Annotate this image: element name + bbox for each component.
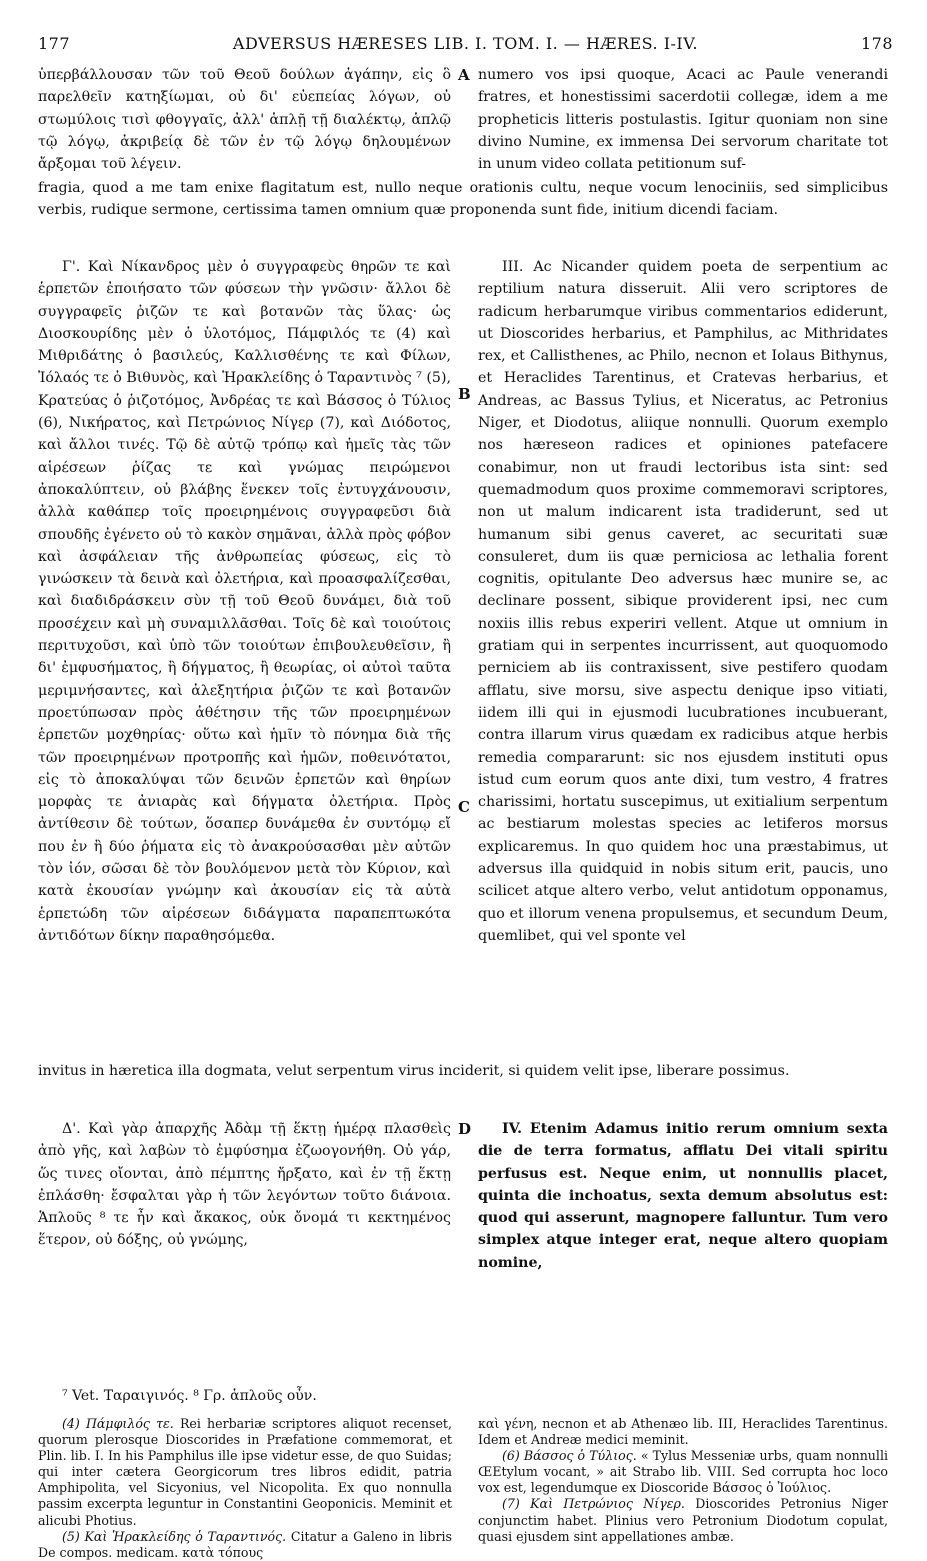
- page-number-left: 177: [38, 34, 71, 53]
- footnotes-left-column: [38, 1416, 452, 1561]
- footnote-4: [38, 1416, 452, 1529]
- footnote-7: [478, 1496, 888, 1544]
- page-number-right: 178: [860, 34, 893, 53]
- margin-marker-c: C: [458, 798, 470, 816]
- running-title: ADVERSUS HÆRESES LIB. I. TOM. I. — HÆRES. I-IV.: [232, 34, 699, 53]
- footnote-text: Citatur a Galeno in libris De compos. medicam. κατὰ τόπους: [38, 1528, 452, 1560]
- greek-column-section-4: [38, 1118, 451, 1252]
- latin-bridge-section-3: [38, 1060, 888, 1082]
- greek-paragraph-2-end: ὑπερβάλλουσαν τῶν τοῦ Θεοῦ δούλων ἀγάπην, εἰς ὃ παρελθεῖν κατηξίωμαι, οὐ δι' εὐεπείας λόγων, οὐ στωμύλοις τισὶ φθογγαῖς, ἀλλ' ἁπλῇ τῇ διαλέκτῳ, ἁπλῷ τῷ λόγῳ, ἀκριβείᾳ δὲ τῶν ἐν τῷ λόγῳ δηλουμένων ἄρξομαι τοῦ λέγειν.: [38, 67, 451, 173]
- bridge-paragraph-2: fragia, quod a me tam enixe flagitatum est, nullo neque orationis cultu, neque vocum lenociniis, sed simplicibus verbis, rudique sermone, certissima tamen omnium quæ proponenda sunt fide, initium dicendi faciam.: [38, 180, 888, 219]
- greek-paragraph-4: Δ'. Καὶ γὰρ ἀπαρχῆς Ἀδὰμ τῇ ἕκτῃ ἡμέρᾳ πλασθεὶς ἀπὸ γῆς, καὶ λαβὼν τὸ ἐμφύσημα ἐζωογονήθη. Οὐ γάρ, ὥς τινες οἴονται, ἀπὸ πέμπτης ἤρξατο, καὶ ἐν τῇ ἕκτῃ ἐπλάσθη· ἔσφαλται γὰρ ἡ τῶν λεγόντων τοῦτο διάνοια. Ἁπλοῦς ⁸ τε ἦν καὶ ἄκακος, οὐκ ὄνομά τι κεκτημένος ἕτερον, οὐ δόξης, οὐ γνώμης,: [38, 1121, 451, 1249]
- footnote-lemma: (7) Καὶ Πετρώνιος Νίγερ.: [502, 1496, 685, 1512]
- greek-paragraph-3: Γ'. Καὶ Νίκανδρος μὲν ὁ συγγραφεὺς θηρῶν τε καὶ ἑρπετῶν ἐποιήσατο τῶν φύσεων τὴν γνῶσιν· ἄλλοι δὲ συγγραφεῖς ῥιζῶν τε καὶ βοτανῶν τὰς ὕλας· ὡς Διοσκουρίδης μὲν ὁ ὑλοτόμος, Πάμφιλός τε (4) καὶ Μιθριδάτης ὁ βασιλεύς, Καλλισθένης τε καὶ Φίλων, Ἰόλαός τε ὁ Βιθυνὸς, καὶ Ἡρακλείδης ὁ Ταραντινὸς ⁷ (5), Κρατεύας ὁ ῥιζοτόμος, Ἀνδρέας τε καὶ Βάσσος ὁ Τύλιος (6), Νικήρατος, καὶ Πετρώνιος Νίγερ (7), καὶ Διόδοτος, καὶ ἄλλοι τινές. Τῷ δὲ αὐτῷ τρόπῳ καὶ ἡμεῖς τὰς τῶν αἱρέσεων ῥίζας τε καὶ γνώμας πειρώμενοι ἀποκαλύπτειν, οὐ βλάβης ἕνεκεν τοῖς ἐντυγχάνουσιν, ἀλλὰ καθάπερ τοῖς προειρημένοις συγγραφεῦσι διὰ σπουδῆς ἐγένετο οὐ τὸ κακὸν σημᾶναι, ἀλλὰ πρὸς φόβον καὶ ἀσφάλειαν τῆς ἀνθρωπείας φύσεως, εἰς τὸ γινώσκειν τὰ δεινὰ καὶ ὀλετήρια, καὶ προασφαλίζεσθαι, καὶ διαδιδράσκειν σὺν τῇ τοῦ Θεοῦ δυνάμει, διὰ τοῦ προσέχειν καὶ μὴ συναμιλλᾶσθαι. Τοῖς δὲ καὶ τοιούτοις περιτυχοῦσι, καὶ ὑπὸ τῶν τοιούτων ἐπιβουλευθεῖσιν, ἢ δι' ἐμφυσήματος, ἢ δήγματος, ἢ θεωρίας, οἱ αὐτοὶ ταῦτα μεριμνήσαντες, καὶ ἀλεξητήρια ῥιζῶν τε καὶ βοτανῶν προετύπωσαν πρὸς ἀθέτησιν τῆς τῶν προειρημένων ἑρπετῶν μοχθηρίας· οὕτω καὶ ἡμῖν τὸ πόνημα διὰ τῆς τῶν προειρημένων προτροπῆς καὶ ἡμῶν, ποθεινότατοι, εἰς τὸ ἀποκαλύψαι τῶν δεινῶν ἑρπετῶν καὶ θηρίων μορφὰς τε ἀνιαρὰς καὶ δήγματα ὀλετήρια. Πρὸς ἀντίθεσιν δὲ τούτων, ὅσαπερ δυνάμεθα ἐν συντόμῳ εἴ που ἐν ἢ δύο ῥήματα εἰς τὸ ἀνακρούσασθαι μὲν αὐτῶν τὸν ἰόν, σῶσαι δὲ τὸν βουλόμενον μετὰ τὸν Κύριον, καὶ κατὰ ἐκουσίαν γνώμην καὶ ἀκουσίαν εἰς τὰ αὐτὰ ἑρπετώδη τῶν αἱρέσεων διδάγματα παραπεπτωκότα ἀντιδότων δίκην παραθησόμεθα.: [38, 259, 451, 944]
- footnote-6: [478, 1448, 888, 1496]
- footnote-lemma: (4) Πάμφιλός τε.: [62, 1416, 174, 1431]
- margin-marker-d: D: [458, 1120, 472, 1138]
- bridge-paragraph-3: invitus in hæretica illa dogmata, velut serpentum virus inciderit, si quidem velit ipse, liberare possimus.: [38, 1063, 790, 1079]
- footnote-lemma: (6) Βάσσος ὁ Τύλιος.: [502, 1448, 637, 1464]
- latin-paragraph-3: III. Ac Nicander quidem poeta de serpentium ac reptilium natura disseruit. Alii vero scriptores de radicum herbarumque viribus commentarios ediderunt, ut Dioscorides herbarius, et Pamphilus, ac Mithridates rex, et Callisthenes, ac Philo, necnon et Iolaus Bithynus, et Heraclides Tarentinus, et Cratevas herbarius, et Andreas, ac Bassus Tylius, et Niceratus, ac Petronius Niger, et Diodotus, aliique nonnulli. Quorum exemplo nos hæreseon radices et opiniones patefacere conabimur, non ut fraudi lectoribus ista sint: sed quemadmodum quos proxime commemoravi scriptores, non ut malum indicarent ista tradiderunt, sed ut humanum sibi genus caveret, ac securitati suæ consuleret, dum iis quæ perniciosa ac lethalia forent cognitis, opitulante Deo adversus hæc munire se, ac declinare possent, sibique providerent ipsi, nec cum noxiis illis rebus experiri vellent. Atque ut omnium in gratiam qui in serpentes incurrissent, aut quoquomodo perniciem ab iis contraxissent, sive pestifero quodam afflatu, sive morsu, sive aspectu denique ipso vitiati, iidem illi qui in ejusmodi lucubrationes incubuerant, contra illarum virus quædam ex radicibus atque herbis remedia compararunt: sic nos ejusdem instituti opus istud cum eorum quos ante dixi, tum vestro, 4 fratres charissimi, hortatu suscepimus, ut exitialium serpentum ac bestiarum molestas species ac letiferos morsus explicaremus. In quo quidem hoc una præstabimus, ut adversus illa quidquid in nobis situm erit, paucis, uno scilicet atque altero verbo, velut antidotum opponamus, quo et illorum venena propulsemus, et secundum Deum, quemlibet, qui vel sponte vel: [478, 259, 888, 944]
- latin-column-section-4: [478, 1118, 888, 1274]
- footnote-lemma: (5) Καὶ Ἡρακλείδης ὁ Ταραντινός.: [62, 1528, 287, 1544]
- greek-column-section-2: [38, 64, 451, 175]
- margin-marker-a: A: [458, 66, 470, 84]
- greek-column-section-3: [38, 256, 451, 947]
- latin-column-section-2: [478, 64, 888, 175]
- footnote-text: Rei herbariæ scriptores aliquot recenset, quorum plerosque Dioscorides in Præfatione commemorat, et Plin. lib. I. In his Pamphilus ille ipse videtur esse, de quo Suidas; qui inter cætera Georgicorum tres libros edidit, patria Amphipolita, vel Sicyonius, vel Nicopolita. Ex quo nonnulla passim excerpta leguntur in Constantini Geoponicis. Meminit et alicubi Photius.: [38, 1416, 452, 1528]
- latin-paragraph-4: IV. Etenim Adamus initio rerum omnium sexta die de terra formatus, afflatu Dei vitali spiritu perfusus est. Neque enim, ut nonnullis placet, quinta die inchoatus, sexta demum absolutus est: quod qui asserunt, magnopere falluntur. Tum vero simplex atque integer erat, neque altero quopiam nomine,: [478, 1121, 888, 1271]
- latin-bridge-section-2: [38, 177, 888, 222]
- footnote-5-continued: [478, 1416, 888, 1448]
- footnote-text: καὶ γένη, necnon et ab Athenæo lib. III, Heraclides Tarentinus. Idem et Andreæ medici meminit.: [478, 1416, 888, 1448]
- latin-paragraph-2-end: numero vos ipsi quoque, Acaci ac Paule venerandi fratres, et honestissimi sacerdotii collegæ, idem a me propheticis litteris postulastis. Igitur quoniam non sine divino Numine, ex immensa Dei servorum charitate tot in unum video collata petitionum suf-: [478, 67, 888, 173]
- margin-marker-b: B: [458, 385, 471, 403]
- footnote-text: « Tylus Messeniæ urbs, quam nonnulli ŒEtylum vocant, » ait Strabo lib. VIII. Sed corrupta hoc loco vox est, legendumque ex Dioscoride Βάσσος ὁ Ἰούλιος.: [478, 1448, 889, 1496]
- latin-column-section-3: [478, 256, 888, 947]
- footnote-5: [38, 1529, 452, 1561]
- footnotes-right-column: [478, 1416, 888, 1545]
- footnote-text: Dioscorides Petronius Niger conjunctim habet. Plinius vero Petronium Diodotum copulat, quasi ejusdem sint appellationes ambæ.: [478, 1496, 888, 1544]
- running-header: [38, 34, 893, 56]
- variant-readings-note: ⁷ Vet. Ταραιγινός. ⁸ Γρ. ἁπλοῦς οὖν.: [62, 1388, 317, 1404]
